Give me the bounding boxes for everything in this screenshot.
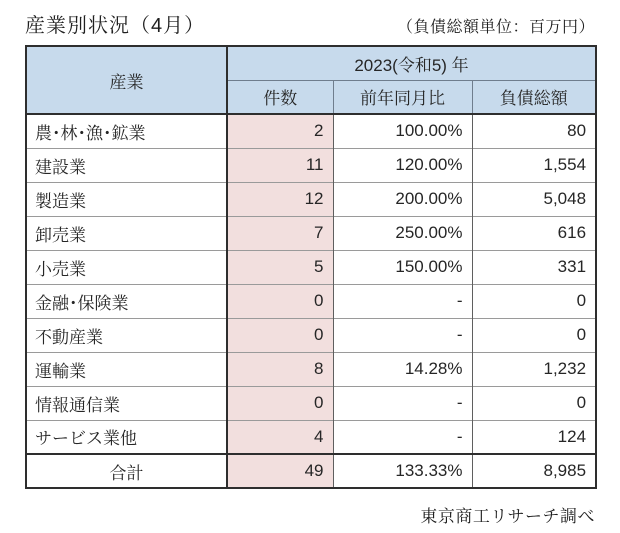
industry-cell: 金融･保険業 — [26, 284, 227, 318]
yoy-cell: 150.00% — [333, 250, 472, 284]
yoy-cell: 200.00% — [333, 182, 472, 216]
table-row — [26, 250, 596, 284]
total-debt-cell: 8,985 — [472, 454, 596, 488]
cases-cell: 12 — [227, 182, 333, 216]
table-row — [26, 148, 596, 182]
industry-cell: サービス業他 — [26, 420, 227, 454]
col-header-debt: 負債総額 — [472, 80, 596, 114]
cases-cell: 11 — [227, 148, 333, 182]
debt-cell: 616 — [472, 216, 596, 250]
cases-cell: 4 — [227, 420, 333, 454]
debt-cell: 80 — [472, 114, 596, 148]
debt-cell: 0 — [472, 284, 596, 318]
total-label-cell: 合計 — [26, 454, 227, 488]
cases-cell: 0 — [227, 284, 333, 318]
industry-cell: 運輸業 — [26, 352, 227, 386]
debt-cell: 1,554 — [472, 148, 596, 182]
total-yoy-cell: 133.33% — [333, 454, 472, 488]
yoy-cell: 120.00% — [333, 148, 472, 182]
debt-cell: 124 — [472, 420, 596, 454]
industry-cell: 卸売業 — [26, 216, 227, 250]
yoy-cell: - — [333, 284, 472, 318]
col-header-cases: 件数 — [227, 80, 333, 114]
source-note: 東京商工リサーチ調べ — [420, 507, 595, 526]
industry-cell: 不動産業 — [26, 318, 227, 352]
col-header-yoy: 前年同月比 — [333, 80, 472, 114]
table-row — [26, 216, 596, 250]
debt-cell: 0 — [472, 386, 596, 420]
total-cases-cell: 49 — [227, 454, 333, 488]
table-row — [26, 420, 596, 454]
table-header — [26, 46, 596, 114]
cases-cell: 0 — [227, 318, 333, 352]
cases-cell: 2 — [227, 114, 333, 148]
yoy-cell: - — [333, 318, 472, 352]
cases-cell: 7 — [227, 216, 333, 250]
cases-cell: 5 — [227, 250, 333, 284]
year-header-row — [26, 46, 596, 80]
table-row — [26, 352, 596, 386]
cases-cell: 8 — [227, 352, 333, 386]
total-row — [26, 454, 596, 488]
debt-cell: 0 — [472, 318, 596, 352]
table-body — [26, 114, 596, 488]
debt-cell: 1,232 — [472, 352, 596, 386]
title-row — [25, 9, 595, 38]
table-row — [26, 114, 596, 148]
col-header-industry: 産業 — [26, 46, 227, 114]
unit-note: （負債総額単位：百万円） — [396, 19, 595, 36]
table-row — [26, 182, 596, 216]
yoy-cell: 250.00% — [333, 216, 472, 250]
industry-cell: 建設業 — [26, 148, 227, 182]
cases-cell: 0 — [227, 386, 333, 420]
industry-cell: 製造業 — [26, 182, 227, 216]
yoy-cell: - — [333, 420, 472, 454]
yoy-cell: - — [333, 386, 472, 420]
yoy-cell: 14.28% — [333, 352, 472, 386]
debt-cell: 5,048 — [472, 182, 596, 216]
page-title: 産業別状況（4月） — [25, 15, 206, 37]
year-header: 2023(令和5) 年 — [227, 46, 596, 80]
industry-cell: 情報通信業 — [26, 386, 227, 420]
table-row — [26, 318, 596, 352]
yoy-cell: 100.00% — [333, 114, 472, 148]
debt-cell: 331 — [472, 250, 596, 284]
industry-cell: 農･林･漁･鉱業 — [26, 114, 227, 148]
table-row — [26, 386, 596, 420]
table-row — [26, 284, 596, 318]
industry-status-table — [25, 45, 597, 489]
industry-cell: 小売業 — [26, 250, 227, 284]
